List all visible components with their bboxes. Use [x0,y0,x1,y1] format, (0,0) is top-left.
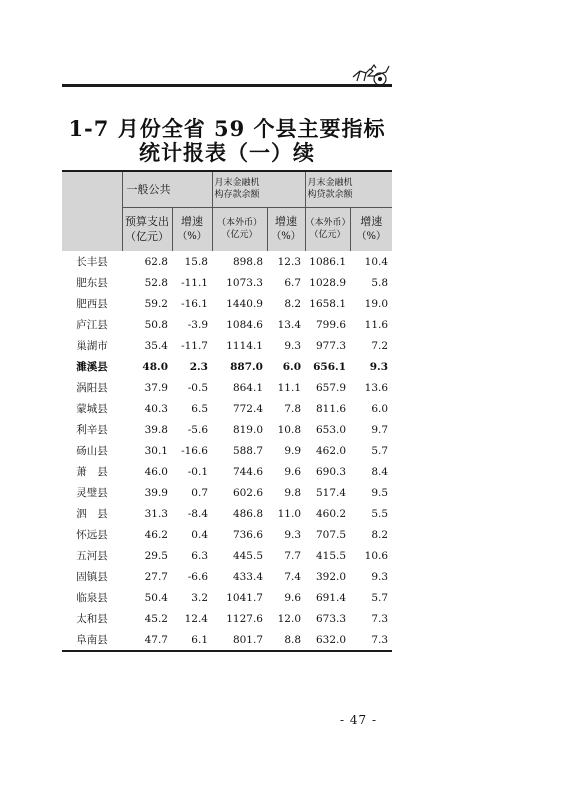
cell-deposit: 1127.6 [226,612,263,625]
header-county-blank [62,171,122,251]
cell-loan: 1086.1 [309,255,347,268]
cell-loan-rate: 9.5 [371,486,389,499]
table-row [62,398,392,419]
header-rate-unit: （%） [271,231,301,243]
table-row [62,440,392,461]
cell-name: 肥西县 [76,298,108,310]
cell-budget: 45.2 [144,612,168,625]
cell-loan: 977.3 [315,339,347,352]
cell-deposit: 1041.7 [226,591,263,604]
statistics-table-container [62,170,392,652]
header-loan-line4: （亿元） [309,230,346,241]
header-budget-group [122,171,212,207]
cell-loan-rate: 5.7 [371,444,389,457]
cell-loan-rate: 19.0 [364,297,389,310]
cell-deposit: 1440.9 [226,297,263,310]
cell-loan: 632.0 [315,633,347,646]
cell-deposit-rate: 9.3 [284,528,302,541]
cell-loan: 691.4 [315,591,347,604]
cell-loan: 657.9 [315,381,347,394]
cell-loan: 673.3 [315,612,347,625]
table-row [62,251,392,272]
cell-deposit-rate: 9.8 [284,486,302,499]
cell-name: 固镇县 [76,571,108,583]
cell-budget-rate: 0.7 [191,486,208,499]
cell-deposit-rate: 7.7 [284,549,302,562]
cell-name: 肥东县 [76,277,108,289]
cell-name: 灵璧县 [76,487,108,499]
table-row [62,524,392,545]
header-loan-value [305,207,350,251]
cell-deposit-rate: 7.8 [284,402,302,415]
header-rate-label: 增速 [360,215,383,229]
cell-loan-rate: 10.6 [364,549,389,562]
cell-budget: 29.5 [144,549,168,562]
cell-loan-rate: 6.0 [371,402,389,415]
table-row [62,272,392,293]
cell-loan: 460.2 [315,507,347,520]
cell-name: 临泉县 [76,592,108,604]
cell-deposit: 736.6 [232,528,263,541]
cell-budget-rate: -0.5 [187,381,208,394]
cell-deposit: 433.4 [232,570,263,583]
table-row [62,293,392,314]
cell-deposit-rate: 9.3 [284,339,302,352]
cell-deposit: 1114.1 [226,339,263,352]
cell-budget: 50.8 [144,318,168,331]
header-loan-rate [350,207,392,251]
table-row [62,545,392,566]
header-budget-mid: 预算支出 [125,215,169,229]
cell-loan-rate: 7.2 [371,339,389,352]
cell-budget-rate: -0.1 [187,465,208,478]
cell-loan: 653.0 [315,423,347,436]
cell-deposit: 602.6 [232,486,263,499]
cell-deposit-rate: 8.8 [284,633,302,646]
cell-deposit: 486.8 [232,507,263,520]
cell-loan-rate: 13.6 [364,381,389,394]
cell-deposit: 898.8 [232,255,263,268]
table-row [62,566,392,587]
header-deposit-line3: （本外币） [216,218,262,229]
table-row [62,482,392,503]
report-title-line2: 统计报表（一）续 [139,140,315,165]
cell-name: 砀山县 [76,445,108,457]
cell-deposit-rate: 8.2 [284,297,302,310]
cell-loan-rate: 5.5 [371,507,389,520]
cell-budget-rate: 15.8 [184,255,208,268]
cell-loan-rate: 9.3 [369,360,389,373]
header-budget-top: 一般公共 [126,182,171,196]
cell-loan-rate: 9.7 [371,423,389,436]
cell-deposit-rate: 9.9 [284,444,302,457]
header-loan-line1: 月末金融机 [307,178,353,189]
cell-budget: 52.8 [144,276,168,289]
cell-deposit: 864.1 [232,381,263,394]
table-row [62,608,392,629]
cell-loan-rate: 5.7 [371,591,389,604]
header-rate-unit: （%） [356,231,387,243]
cell-name: 怀远县 [76,529,108,541]
cell-name: 长丰县 [76,256,108,268]
cell-loan-rate: 11.6 [364,318,389,331]
cell-deposit: 819.0 [232,423,263,436]
cell-name: 太和县 [76,613,108,625]
cell-loan: 1658.1 [309,297,347,310]
cell-name: 五河县 [76,550,108,562]
cell-loan: 517.4 [315,486,347,499]
cell-budget-rate: -8.4 [187,507,208,520]
cell-name: 巢湖市 [76,340,108,352]
cell-budget-rate: 0.4 [191,528,208,541]
cell-budget: 40.3 [144,402,168,415]
cell-deposit-rate: 9.6 [284,465,302,478]
cell-budget-rate: 12.4 [184,612,208,625]
cell-budget: 37.9 [144,381,168,394]
cell-loan: 707.5 [315,528,347,541]
cell-deposit: 744.6 [232,465,263,478]
cell-loan-rate: 7.3 [371,612,389,625]
cell-budget: 47.7 [144,633,168,646]
cell-deposit: 1073.3 [226,276,263,289]
header-deposit-line4: （亿元） [221,230,258,241]
cell-deposit-rate: 6.7 [284,276,302,289]
cell-budget: 35.4 [144,339,168,352]
cell-budget-rate: 6.3 [191,549,208,562]
header-deposit-rate [267,207,305,251]
cell-budget-rate: -6.6 [187,570,208,583]
cell-name: 涡阳县 [76,382,108,394]
header-deposit-value [212,207,267,251]
cell-deposit-rate: 11.1 [277,381,302,394]
cell-loan: 392.0 [315,570,347,583]
header-budget-rate [172,207,212,251]
cell-loan: 1028.9 [309,276,347,289]
table-row [62,377,392,398]
table-row [62,356,392,377]
cell-budget: 27.7 [144,570,168,583]
cell-deposit-rate: 6.0 [282,360,302,373]
header-rule [62,84,392,87]
cell-budget-rate: -5.6 [187,423,208,436]
cell-deposit-rate: 10.8 [277,423,302,436]
cell-name: 利辛县 [76,424,108,436]
cell-budget-rate: 2.3 [189,360,208,373]
table-body [62,251,392,651]
header-rate-unit: （%） [177,231,207,243]
cell-deposit-rate: 11.0 [277,507,302,520]
header-budget-unit: （亿元） [125,230,169,244]
cell-deposit: 801.7 [232,633,263,646]
header-rate-label: 增速 [275,215,297,229]
table-row [62,314,392,335]
cell-name: 濉溪县 [76,361,108,373]
header-deposit-line1: 月末金融机 [214,178,260,189]
cell-budget: 50.4 [144,591,168,604]
cell-loan-rate: 8.4 [371,465,389,478]
cell-loan-rate: 8.2 [371,528,389,541]
cell-budget-rate: 3.2 [191,591,208,604]
header-budget-value [122,207,172,251]
cell-budget: 39.8 [144,423,168,436]
cell-name: 泗 县 [76,508,108,520]
cell-budget: 62.8 [144,255,168,268]
cell-budget-rate: -11.7 [181,339,208,352]
header-deposit-line2: 构存款余额 [214,190,260,201]
table-row [62,587,392,608]
page-number: - 47 - [340,713,378,727]
cell-loan: 656.1 [313,360,347,373]
cell-loan: 462.0 [315,444,347,457]
cell-deposit-rate: 12.0 [277,612,302,625]
cell-budget: 48.0 [142,360,168,373]
cell-budget: 31.3 [144,507,168,520]
header-loan-line2: 构贷款余额 [307,190,353,201]
cell-budget-rate: -11.1 [181,276,208,289]
cell-deposit: 445.5 [232,549,263,562]
header-loan-line3: （本外币） [305,218,351,229]
header-rate-label: 增速 [181,215,203,229]
cell-loan-rate: 9.3 [371,570,389,583]
header-loan-group [305,171,392,207]
table-row [62,419,392,440]
header-deposit-group [212,171,305,207]
cell-name: 阜南县 [76,634,108,646]
cell-deposit-rate: 13.4 [277,318,302,331]
statistics-table [62,170,392,652]
cell-loan: 799.6 [315,318,347,331]
cell-deposit: 887.0 [230,360,263,373]
cell-budget: 59.2 [144,297,168,310]
cell-budget: 46.0 [144,465,168,478]
cell-budget: 39.9 [144,486,168,499]
cell-deposit-rate: 7.4 [284,570,302,583]
report-title-line1: 1-7 月份全省 59 个县主要指标 [68,116,386,141]
cell-loan: 415.5 [315,549,347,562]
cell-budget: 30.1 [144,444,168,457]
cell-loan: 811.6 [315,402,347,415]
cell-loan-rate: 7.3 [371,633,389,646]
cell-deposit-rate: 9.6 [284,591,302,604]
table-row [62,629,392,651]
cell-deposit-rate: 12.3 [277,255,302,268]
cell-deposit: 588.7 [232,444,263,457]
cell-loan-rate: 5.8 [371,276,389,289]
cell-name: 蒙城县 [76,403,108,415]
horse-chariot-logo [350,60,392,86]
cell-name: 庐江县 [76,319,108,331]
cell-deposit: 772.4 [232,402,263,415]
cell-budget-rate: -16.6 [181,444,208,457]
table-row [62,461,392,482]
table-row [62,503,392,524]
table-row [62,335,392,356]
cell-budget: 46.2 [144,528,168,541]
cell-name: 萧 县 [76,466,108,478]
cell-budget-rate: 6.1 [191,633,208,646]
cell-budget-rate: -3.9 [187,318,208,331]
cell-budget-rate: 6.5 [191,402,208,415]
cell-deposit: 1084.6 [226,318,263,331]
cell-loan-rate: 10.4 [364,255,389,268]
cell-loan: 690.3 [315,465,347,478]
cell-budget-rate: -16.1 [181,297,208,310]
